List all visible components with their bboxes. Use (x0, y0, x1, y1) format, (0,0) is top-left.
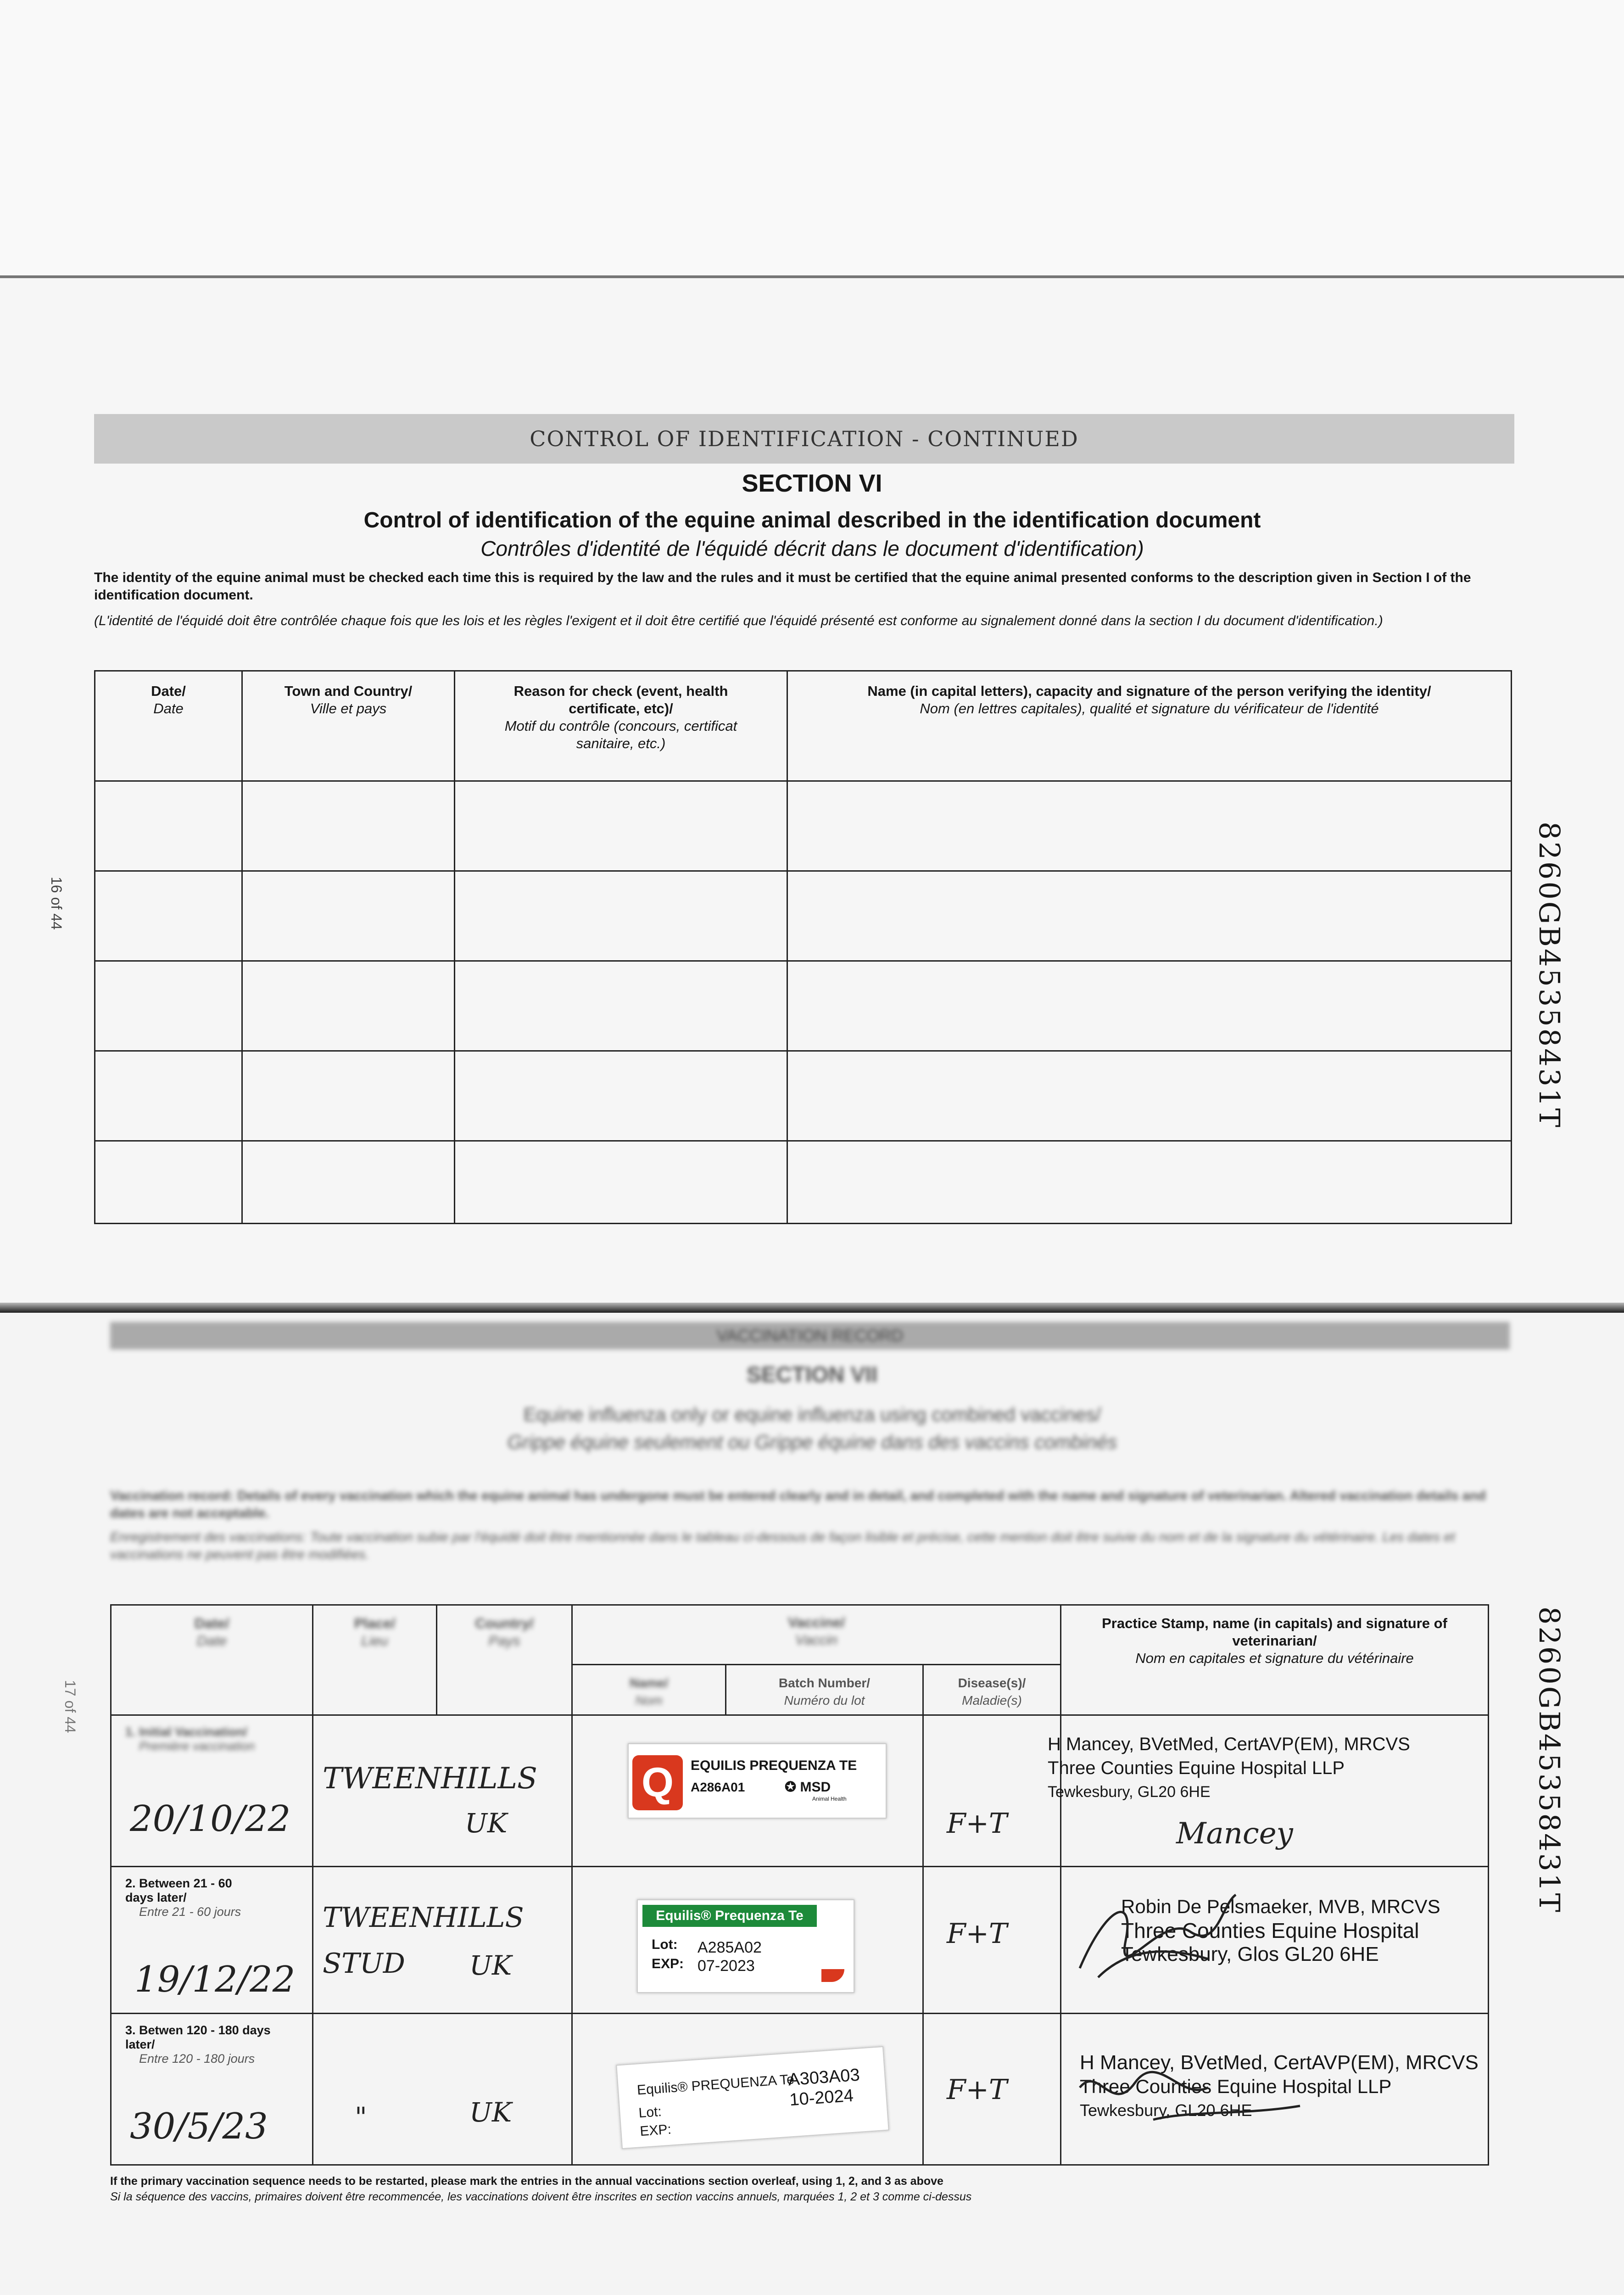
sticker2-lot: A285A02 (698, 1939, 762, 1956)
row2-date: 19/12/22 (134, 1959, 296, 2000)
header-date (111, 1605, 313, 1715)
table-cell (455, 781, 787, 871)
col-town-en: Town and Country/ (284, 683, 413, 699)
header-name (572, 1665, 726, 1715)
header-country-en: Country/ (475, 1615, 534, 1631)
header-vet (1061, 1605, 1489, 1715)
section-heading: SECTION VI (742, 470, 882, 497)
stamp-line: Robin De Pelsmaeker, MVB, MRCVS (1121, 1896, 1440, 1917)
header-country (437, 1605, 572, 1715)
passport-number-17: 8260GB45358431T (1533, 1606, 1566, 1914)
row1-place: TWEENHILLS (323, 1762, 537, 1796)
row2-label-en: 2. Between 21 - 60 days later/ (125, 1876, 232, 1904)
footnote-en: If the primary vaccination sequence needs to be restarted, please mark the entries in the annual vaccinations section overleaf, using 1, 2, and 3 as above (110, 2175, 943, 2188)
table-cell (242, 1051, 455, 1141)
sticker3-exp: 10-2024 (789, 2086, 854, 2110)
row1-signature: Mancey (1176, 1817, 1293, 1851)
msd-logo-icon: ✪ MSD (785, 1780, 831, 1795)
table-row (95, 961, 1512, 1051)
row2-place: TWEENHILLS STUD (323, 1902, 524, 1980)
row3-label-en: 3. Betwen 120 - 180 days later/ (125, 2023, 271, 2051)
sticker1-product: EQUILIS PREQUENZA TE (691, 1758, 857, 1773)
stamp-line: H Mancey, BVetMed, CertAVP(EM), MRCVS (1080, 2051, 1479, 2074)
stamp-line: Three Counties Equine Hospital LLP (1080, 2076, 1392, 2097)
vaccination-row-3 (111, 2014, 1489, 2165)
col-town-fr: Ville et pays (310, 700, 387, 716)
table-cell (242, 1141, 455, 1224)
row1-vaccine-cell (572, 1715, 923, 1867)
sticker2-exp: 07-2023 (698, 1957, 755, 1975)
row3-date: 30/5/23 (130, 2106, 268, 2147)
row3-signature-icon (1071, 2060, 1309, 2133)
row2-country: UK (469, 1950, 512, 1981)
row2-date-cell (111, 1867, 313, 2014)
sticker3-product: Equilis® PREQUENZA Te (636, 2071, 795, 2098)
header-vet-fr: Nom en capitales et signature du vétérinaire (1135, 1650, 1414, 1666)
header-name-fr: Nom (635, 1693, 663, 1707)
sticker1-batch: A286A01 (691, 1780, 745, 1794)
vaccine-sticker-3 (616, 2046, 889, 2149)
row1-place-cell (313, 1715, 572, 1867)
section-vii-title-fr: Grippe équine seulement ou Grippe équine dans des vaccins combinés (507, 1431, 1117, 1453)
header-country-fr: Pays (488, 1633, 520, 1649)
table-cell (95, 781, 242, 871)
row3-vaccine-cell (572, 2014, 923, 2165)
row2-label-fr: Entre 21 - 60 jours (139, 1905, 241, 1919)
table-cell (455, 961, 787, 1051)
section-title-en: Control of identification of the equine animal described in the identification document (363, 508, 1261, 532)
prequenza-logo-icon: Q (632, 1755, 683, 1810)
header-disease-en: Disease(s)/ (958, 1676, 1026, 1690)
header-date-en: Date/ (194, 1615, 229, 1631)
section-banner (94, 414, 1514, 464)
sticker3-lot-label: Lot: (638, 2104, 662, 2121)
page-number: 16 of 44 (48, 877, 65, 930)
section-title-fr: Contrôles d'identité de l'équidé décrit dans le document d'identification) (480, 537, 1144, 560)
header-batch-fr: Numéro du lot (784, 1693, 865, 1707)
section-vii-title-en: Equine influenza only or equine influenza using combined vaccines/ (523, 1404, 1101, 1425)
row2-disease: F+T (947, 1918, 1007, 1950)
table-cell (455, 1141, 787, 1224)
header-batch (726, 1665, 923, 1715)
table-cell (95, 871, 242, 961)
stamp-line: Tewkesbury, GL20 6HE (1048, 1783, 1211, 1801)
sticker3-lot: A303A03 (787, 2065, 860, 2090)
stamp-line: Three Counties Equine Hospital (1121, 1919, 1419, 1942)
vaccination-row-2 (111, 1867, 1489, 2014)
section-heading-vii: SECTION VII (746, 1363, 878, 1387)
intro-text-fr: (L'identité de l'équidé doit être contrôlée chaque fois que les lois et les règles l'exigent et il doit être certifié que l'équidé présenté est conforme au signalement donné dans la section I du document d'identification.) (94, 613, 1383, 628)
vaccination-intro-en: Vaccination record: Details of every vaccination which the equine animal has undergone must be entered clearly and in detail, and completed with the name and signature of veterinarian. Altered vaccination details and dates are not acceptable. (110, 1489, 1486, 1521)
vaccination-banner (110, 1322, 1510, 1349)
header-disease (923, 1665, 1061, 1715)
col-reason-header (455, 671, 787, 781)
row3-country: UK (469, 2097, 512, 2128)
sticker3-exp-label: EXP: (639, 2121, 672, 2139)
sticker2-tab-icon (821, 1969, 844, 1982)
header-place-fr: Lieu (361, 1633, 388, 1649)
header-name-en: Name/ (629, 1676, 669, 1690)
page-number-17: 17 of 44 (62, 1680, 78, 1733)
stamp-line: Tewkesbury, Glos GL20 6HE (1121, 1943, 1379, 1965)
row1-disease-cell (923, 1715, 1061, 1867)
header-place-en: Place/ (354, 1615, 396, 1631)
table-cell (242, 781, 455, 871)
col-town-header (242, 671, 455, 781)
row1-disease: F+T (947, 1808, 1007, 1840)
header-vet-en: Practice Stamp, name (in capitals) and signature of veterinarian/ (1102, 1615, 1447, 1649)
row2-signature-icon (1071, 1886, 1245, 1991)
row2-place-cell (313, 1867, 572, 2014)
header-disease-fr: Maladie(s) (962, 1693, 1022, 1707)
stamp-line: Three Counties Equine Hospital LLP (1048, 1758, 1345, 1778)
table-cell (787, 781, 1512, 871)
table-cell (242, 961, 455, 1051)
row1-stamp (1048, 1732, 1410, 1804)
identification-table (94, 670, 1512, 1224)
row3-place: " (355, 2101, 367, 2133)
scan-margin (0, 0, 1624, 278)
header-vaccine-fr: Vaccin (795, 1632, 837, 1648)
table-row (95, 871, 1512, 961)
passport-number: 8260GB45358431T (1533, 822, 1566, 1129)
row3-date-cell (111, 2014, 313, 2165)
row3-disease-cell (923, 2014, 1061, 2165)
header-vaccine-en: Vaccine/ (787, 1614, 845, 1630)
sticker2-product: Equilis® Prequenza Te (642, 1905, 817, 1927)
row1-date: 20/10/22 (130, 1798, 291, 1840)
col-name-header (787, 671, 1512, 781)
row2-vet-cell (1061, 1867, 1489, 2014)
row1-date-cell (111, 1715, 313, 1867)
header-vaccine (572, 1605, 1061, 1665)
table-row (95, 1051, 1512, 1141)
table-cell (787, 1141, 1512, 1224)
row3-label-fr: Entre 120 - 180 jours (139, 2052, 255, 2066)
row1-country: UK (465, 1808, 508, 1839)
vaccine-sticker-1 (628, 1743, 887, 1819)
banner-title: CONTROL OF IDENTIFICATION - CONTINUED (530, 426, 1079, 451)
col-name-en: Name (in capital letters), capacity and signature of the person verifying the identity/ (867, 683, 1431, 699)
intro-text-en: The identity of the equine animal must be checked each time this is required by the law and the rules and it must be certified that the equine animal presented conforms to the description given in Section I of the identification document. (94, 570, 1471, 603)
msd-brand-sub: Animal Health (812, 1796, 847, 1802)
header-place (313, 1605, 437, 1715)
col-reason-en: Reason for check (event, health certificate, etc)/ (513, 683, 728, 716)
row1-label-fr: Première vaccination (139, 1739, 255, 1753)
footnote-fr: Si la séquence des vaccins, primaires doivent être recommencée, les vaccinations doivent être inscrites en section vaccins annuels, marquées 1, 2 et 3 comme ci-dessus (110, 2190, 972, 2203)
col-reason-fr: Motif du contrôle (concours, certificat sanitaire, etc.) (504, 718, 737, 751)
stamp-line: H Mancey, BVetMed, CertAVP(EM), MRCVS (1048, 1734, 1410, 1754)
header-date-fr: Date (196, 1633, 227, 1649)
row1-vet-cell (1048, 1715, 1489, 1867)
table-row (95, 1141, 1512, 1224)
sticker2-lot-label: Lot: (652, 1937, 678, 1952)
col-date-fr: Date (153, 700, 184, 716)
sticker2-exp-label: EXP: (652, 1956, 684, 1971)
table-cell (787, 961, 1512, 1051)
table-cell (95, 1141, 242, 1224)
table-cell (242, 871, 455, 961)
vaccination-banner-title: VACCINATION RECORD (716, 1326, 904, 1345)
stamp-line: Tewkesbury, GL20 6HE (1080, 2101, 1252, 2120)
msd-brand: MSD (800, 1780, 831, 1795)
vaccination-intro-fr: Enregistrement des vaccinations: Toute vaccination subie par l'équidé doit être mentionnée dans le tableau ci-dessous de façon lisible et précise, cette mention doit être suivie du nom et de la signature du vétérinaire. Les dates et vaccinations ne peuvent pas être modifiées. (110, 1530, 1455, 1562)
table-cell (95, 1051, 242, 1141)
row2-disease-cell (923, 1867, 1061, 2014)
row1-label-en: 1. Initial Vaccination/ (125, 1725, 247, 1739)
row3-place-cell (313, 2014, 572, 2165)
col-date-en: Date/ (151, 683, 186, 699)
row2-vaccine-cell (572, 1867, 923, 2014)
vaccination-row-1 (111, 1715, 1489, 1867)
table-cell (455, 871, 787, 961)
vaccination-table (110, 1604, 1489, 2166)
col-name-fr: Nom (en lettres capitales), qualité et signature du vérificateur de l'identité (920, 700, 1379, 716)
table-cell (95, 961, 242, 1051)
table-cell (455, 1051, 787, 1141)
table-cell (787, 1051, 1512, 1141)
table-cell (787, 871, 1512, 961)
header-batch-en: Batch Number/ (778, 1676, 871, 1690)
table-row (95, 781, 1512, 871)
row3-vet-cell (1061, 2014, 1489, 2165)
row3-disease: F+T (947, 2074, 1007, 2106)
vaccine-sticker-2 (637, 1899, 854, 1993)
col-date-header (95, 671, 242, 781)
